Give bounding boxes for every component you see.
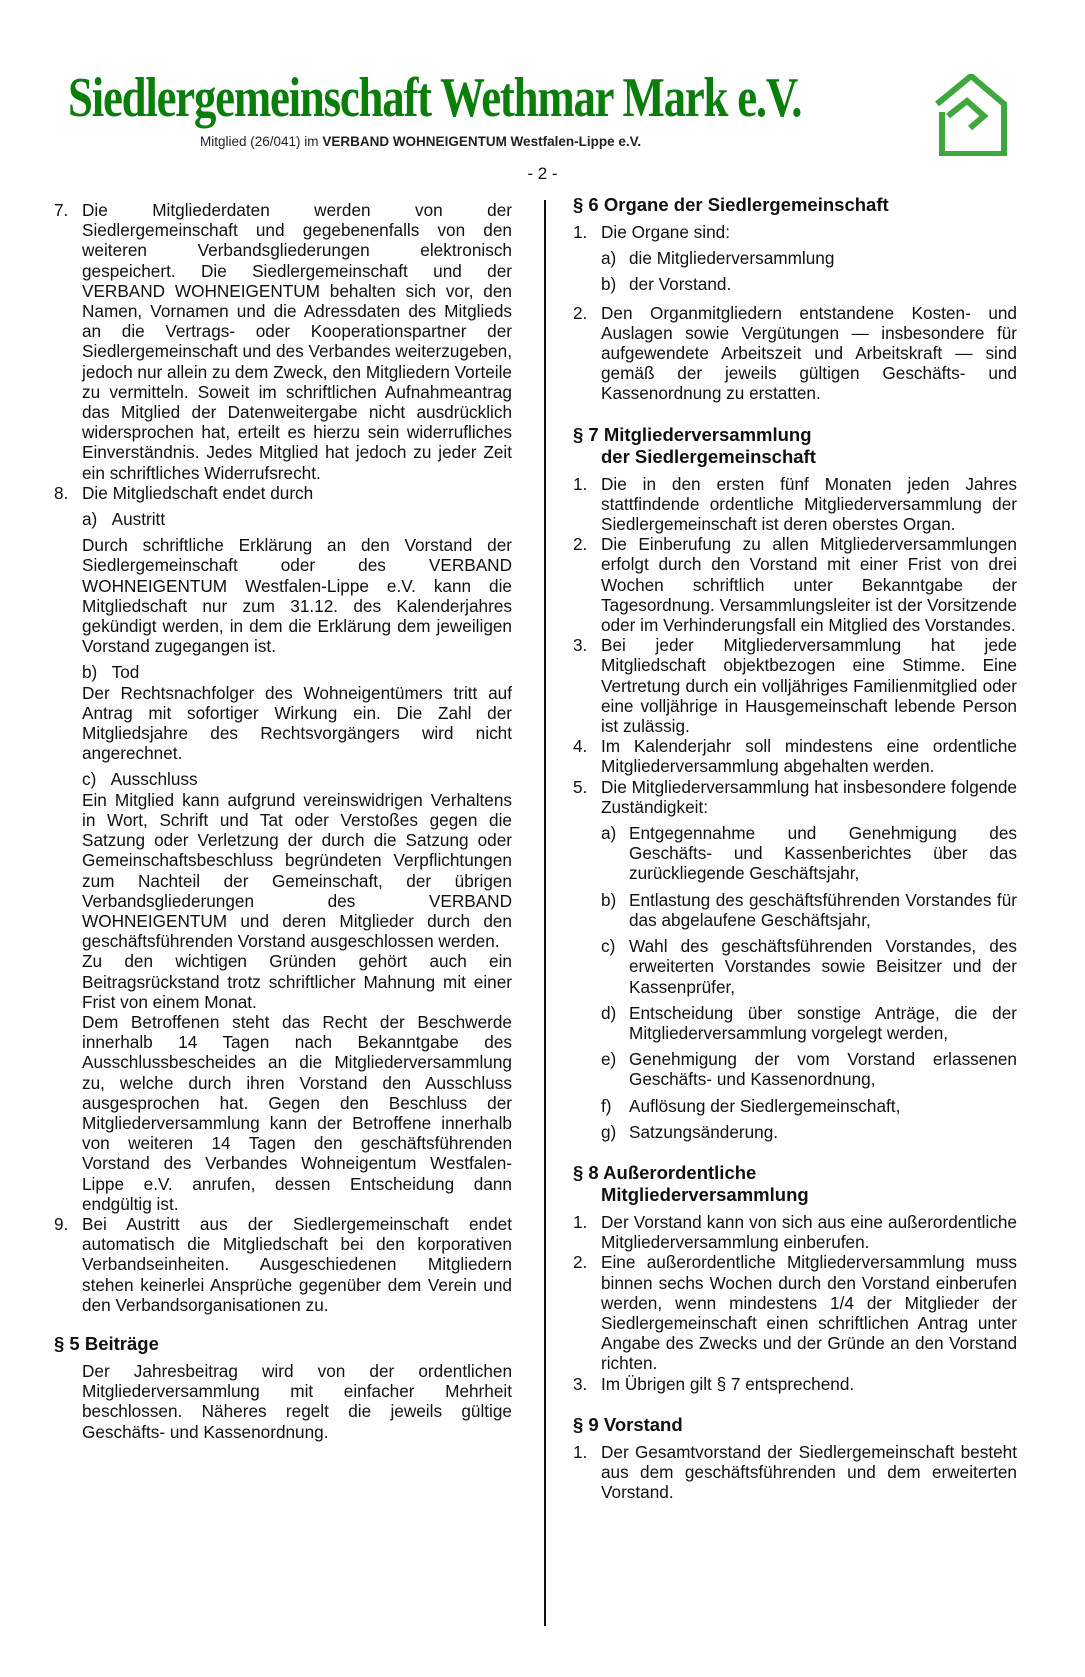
subitem-title: Austritt: [111, 509, 166, 530]
item-number: 8.: [54, 482, 69, 503]
item-text: Die in den ersten fünf Monaten jeden Jahres stattfindende ordentliche Mitgliederversammlung der Siedlergemeinschaft ist deren oberstes Organ.: [601, 473, 1017, 535]
s7-list-item: [573, 534, 1017, 635]
item-text: Der Gesamtvorstand der Siedlergemeinschaft besteht aus dem geschäftsführenden und dem erweiterten Vorstand.: [601, 1441, 1017, 1503]
s7-subitem: [601, 823, 1017, 884]
section-heading-9: § 9 Vorstand: [573, 1413, 683, 1435]
s7-list: [573, 474, 1017, 1142]
heading-line-2: der Siedlergemeinschaft: [601, 445, 816, 467]
heading-line-1: § 8 Außerordentliche: [573, 1161, 757, 1183]
subitem-title: Tod: [111, 662, 140, 683]
subitem-text: Entscheidung über sonstige Anträge, die der Mitgliederversammlung vorgelegt werden,: [629, 1002, 1017, 1043]
subitem-label: a): [601, 823, 617, 844]
s7-subitem: [601, 1003, 1017, 1043]
membership-subtitle: [200, 134, 800, 150]
s7-list-item: [573, 635, 1017, 736]
ausschluss-text-2: Zu den wichtigen Gründen gehört auch ein Beitragsrückstand trotz schriftlicher Mahnung mit einer Frist von einem Monat.: [82, 951, 512, 1012]
subitem-label: b): [601, 274, 617, 295]
organization-title: Siedlergemeinschaft Wethmar Mark e.V.: [68, 67, 802, 129]
item-number: 4.: [573, 736, 588, 757]
s7-list-item: [573, 777, 1017, 1142]
item-number: 1.: [573, 1211, 588, 1232]
item-text: Die Mitgliederdaten werden von der Siedlergemeinschaft und gegebenenfalls von den weiteren Verbandsgliederungen elektronisch gespeichert. Die Siedlergemeinschaft und der VERBAND WOHNEIGENTUM behalten sich vor, den Namen, Vornamen und die Adressdaten des Mitglieds an die Vertrags- oder Kooperationspartner der Siedlergemeinschaft und des Verbandes weiterzugeben, jedoch nur allein zu dem Zweck, den Mitgliedern Vorteile zu vermitteln. Soweit im schriftlichen Aufnahmeantrag das Mitglied der Datenweitergabe nicht ausdrücklich widersprochen hat, erteilt es hierzu sein widerrufliches Einverständnis. Jedes Mitglied hat jedoch zu jeder Zeit ein schriftliches Widerrufsrecht.: [82, 200, 512, 483]
subitem-label: b): [601, 889, 617, 910]
s9-list: [573, 1442, 1017, 1503]
subitem-text: Entlastung des geschäftsführenden Vorstandes für das abgelaufene Geschäftsjahr,: [629, 889, 1017, 930]
subitem-text: der Vorstand.: [629, 274, 732, 295]
item-text: Die Organe sind:: [601, 222, 730, 242]
item-text: Den Organmitgliedern entstandene Kosten- und Auslagen sowie Vergütungen — insbesondere für aufgewendete Arbeitszeit und Arbeitskraft — sind gemäß der jeweils gültigen Geschäfts- und Kassenordnung zu erstatten.: [601, 302, 1017, 404]
item-text: Die Mitgliederversammlung hat insbesondere folgende Zuständigkeit:: [601, 776, 1017, 817]
tod-text: Der Rechtsnachfolger des Wohneigentümers tritt auf Antrag mit sofortiger Wirkung ein. Die Zahl der Mitgliedsjahre des Rechtsvorgängers wird nicht angerechnet.: [82, 682, 512, 764]
item-text: Im Übrigen gilt § 7 entsprechend.: [601, 1373, 855, 1394]
subitem-label: f): [601, 1095, 612, 1116]
s8-list-item: [573, 1212, 1017, 1252]
house-logo-icon: [934, 74, 1008, 156]
s7-subitem: [601, 1122, 1017, 1142]
s7-list-item: [573, 736, 1017, 776]
subitem-text: Wahl des geschäftsführenden Vorstandes, des erweiterten Vorstandes sowie Beisitzer und der Kassenprüfer,: [629, 936, 1017, 997]
item-number: 3.: [573, 1373, 588, 1394]
item-number: 7.: [54, 200, 69, 220]
item-number: 2.: [573, 302, 588, 323]
item-text: Bei Austritt aus der Siedlergemeinschaft endet automatisch die Mitgliedschaft bei den korporativen Verbandseinheiten. Ausgeschiedenen Mitgliedern stehen keinerlei Ansprüche gegenüber dem Verein und den Verbandsorganisationen zu.: [82, 1213, 512, 1315]
s6-subitem-a: [601, 248, 1017, 268]
subitem-label: e): [601, 1049, 617, 1070]
s7-subitem: [601, 1049, 1017, 1089]
subitem-austritt: [82, 509, 512, 529]
page-number: - 2 -: [527, 164, 558, 183]
subtitle-association: VERBAND WOHNEIGENTUM Westfalen-Lippe e.V.: [322, 134, 642, 149]
subitem-text: die Mitgliederversammlung: [629, 248, 835, 269]
item-number: 1.: [573, 473, 588, 494]
item-text: Bei jeder Mitgliederversammlung hat jede Mitgliedschaft objektbezogen eine Stimme. Eine Vertretung durch ein volljähriges Familienmitglied oder eine volljährige in Hausgemeinschaft lebende Person ist zulässig.: [601, 635, 1017, 737]
list-item-9: [54, 1214, 512, 1315]
item-text: Eine außerordentliche Mitgliederversammlung muss binnen sechs Wochen durch den Vorstand einberufen werden, wenn mindestens 1/4 der Mitglieder der Siedlergemeinschaft einen schriftlichen Antrag unter Angabe des Zwecks und der Gründe an den Vorstand richten.: [601, 1252, 1017, 1374]
subitem-text: Auflösung der Siedlergemeinschaft,: [629, 1095, 901, 1116]
austritt-text: Durch schriftliche Erklärung an den Vorstand der Siedlergemeinschaft oder des VERBAND WOHNEIGENTUM Westfalen-Lippe e.V. kann die Mitgliedschaft nur zum 31.12. des Kalenderjahres gekündigt werden, in dem die Erklärung dem jeweiligen Vorstand zugegangen ist.: [82, 535, 512, 657]
heading-line-2: Mitgliederversammlung: [601, 1183, 809, 1205]
subitem-tod: [82, 662, 512, 682]
list-item-8: [54, 483, 512, 1214]
s8-list-item: [573, 1374, 1017, 1394]
subitem-text: Satzungsänderung.: [629, 1121, 779, 1142]
item-number: 2.: [573, 1252, 588, 1273]
section-heading-7: [573, 424, 1017, 468]
left-column: [54, 200, 512, 1442]
item-text: Im Kalenderjahr soll mindestens eine ordentliche Mitgliederversammlung abgehalten werden.: [601, 736, 1017, 777]
item-number: 1.: [573, 1441, 588, 1462]
item-text: Der Vorstand kann von sich aus eine außerordentliche Mitgliederversammlung einberufen.: [601, 1211, 1017, 1253]
item-number: 1.: [573, 222, 588, 242]
s9-list-item: [573, 1442, 1017, 1503]
s6-list-item-2: [573, 303, 1017, 404]
subitem-title: Ausschluss: [110, 769, 198, 790]
subitem-label: g): [601, 1121, 617, 1142]
item-text: Die Einberufung zu allen Mitgliederversammlungen erfolgt durch den Vorstand mit einer Frist von drei Wochen schriftlich unter Bekanntgabe der Tagesordnung. Versammlungsleiter ist der Vorsitzende oder im Verhinderungsfall ein Mitglied des Vorstandes.: [601, 534, 1017, 636]
item-number: 5.: [573, 776, 588, 797]
section-heading-8: [573, 1162, 1017, 1206]
item-number: 9.: [54, 1213, 69, 1234]
subitem-text: Genehmigung der vom Vorstand erlassenen Geschäfts- und Kassenordnung,: [629, 1049, 1017, 1090]
item-text: Die Mitgliedschaft endet durch: [82, 482, 314, 503]
subitem-label: b): [82, 662, 98, 683]
s7-subitem: [601, 936, 1017, 997]
heading-line-1: § 7 Mitgliederversammlung: [573, 423, 812, 445]
item-number: 3.: [573, 635, 588, 656]
subitem-label: c): [82, 769, 97, 790]
s7-subitem: [601, 1096, 1017, 1116]
s6-subitem-b: [601, 274, 1017, 294]
ausschluss-text-3: Dem Betroffenen steht das Recht der Beschwerde innerhalb 14 Tagen nach Bekanntgabe des Ausschlussbescheides an die Mitgliederversammlung zu, welche durch ihren Vorstand den Ausschluss ausgesprochen hat. Gegen den Beschluss der Mitgliederversammlung kann der Betroffene innerhalb von weiteren 14 Tagen den geschäftsführenden Vorstand des Verbandes Wohneigentum Westfalen-Lippe e.V. anrufen, dessen Entscheidung dann endgültig ist.: [82, 1011, 512, 1214]
s7-subitem: [601, 890, 1017, 930]
subitem-label: a): [82, 509, 98, 530]
subitem-text: Entgegennahme und Genehmigung des Geschäfts- und Kassenberichtes über das zurückliegende Geschäftsjahr,: [629, 823, 1017, 884]
section-heading-5: § 5 Beiträge: [54, 1332, 159, 1354]
s8-list: [573, 1212, 1017, 1394]
subtitle-prefix: Mitglied (26/041) im: [200, 134, 323, 149]
subitem-label: d): [601, 1002, 617, 1023]
s8-list-item: [573, 1252, 1017, 1373]
s7-list-item: [573, 474, 1017, 535]
item-number: 2.: [573, 534, 588, 555]
section-5-text: Der Jahresbeitrag wird von der ordentlichen Mitgliederversammlung mit einfacher Mehrheit beschlossen. Näheres regelt die jeweils gültige Geschäfts- und Kassenordnung.: [82, 1360, 512, 1442]
right-column: [573, 194, 1017, 1503]
column-divider: [544, 200, 546, 1626]
ausschluss-text-1: Ein Mitglied kann aufgrund vereinswidrigen Verhaltens in Wort, Schrift und Tat oder Verstoßes gegen die Satzung oder Verletzung der durch die Satzung oder Gemeinschaftsbeschluss begründeten Verpflichtungen zum Nachteil der Gemeinschaft, der übrigen Verbandsgliederungen des VERBAND WOHNEIGENTUM und deren Mitglieder durch den geschäftsführenden Vorstand ausgeschlossen werden.: [82, 789, 512, 952]
subitem-label: a): [601, 248, 617, 269]
section-heading-6: § 6 Organe der Siedlergemeinschaft: [573, 194, 889, 215]
subitem-ausschluss: [82, 769, 512, 789]
subitem-label: c): [601, 936, 616, 957]
s6-list-item-1: [573, 222, 1017, 295]
list-item-7: [54, 200, 512, 483]
